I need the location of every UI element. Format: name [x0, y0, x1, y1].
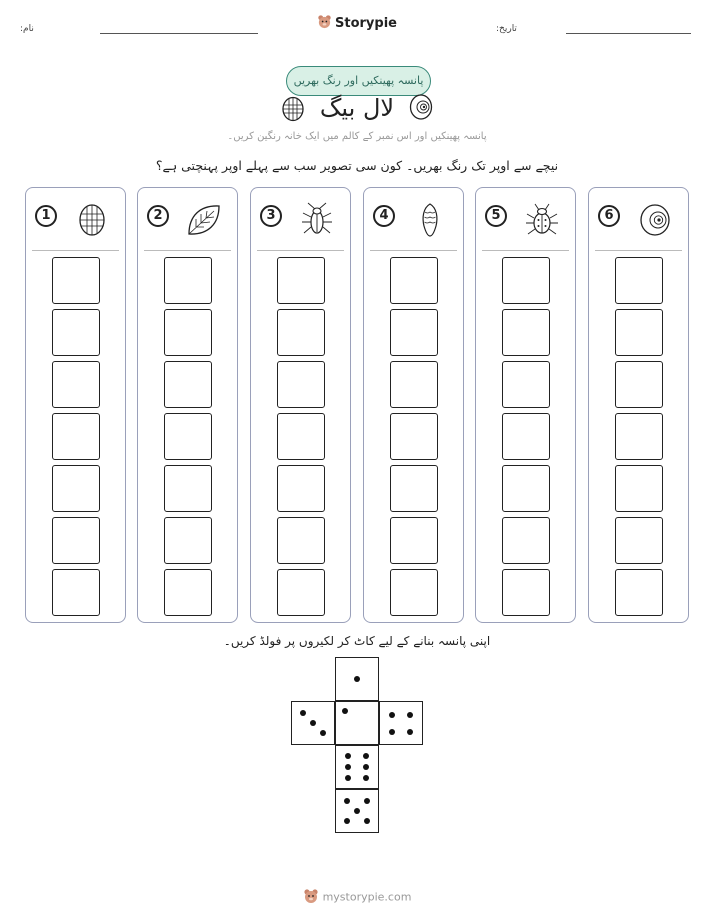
color-box[interactable] [390, 257, 438, 304]
color-box[interactable] [502, 517, 550, 564]
die-pip [345, 753, 351, 759]
color-box[interactable] [502, 569, 550, 616]
color-box[interactable] [390, 517, 438, 564]
cut-fold-instruction: اپنی پانسہ بنانے کے لیے کاٹ کر لکیروں پر فولڈ کریں۔ [223, 634, 491, 648]
date-line [566, 33, 691, 34]
color-box[interactable] [277, 309, 325, 356]
color-box[interactable] [277, 413, 325, 460]
color-box[interactable] [502, 361, 550, 408]
column-5 [475, 187, 576, 623]
footer [0, 888, 714, 907]
color-box[interactable] [615, 465, 663, 512]
bear-mascot-icon [317, 14, 332, 33]
die-pip [364, 798, 370, 804]
die-pip [345, 775, 351, 781]
color-box[interactable] [390, 465, 438, 512]
instruction-roll: پانسہ پھینکیں اور اس نمبر کے کالم میں ایک خانہ رنگین کریں۔ [227, 131, 487, 142]
color-box[interactable] [164, 257, 212, 304]
die-pip [407, 712, 413, 718]
die-pip [342, 708, 348, 714]
column-1 [25, 187, 126, 623]
color-box[interactable] [52, 413, 100, 460]
die-pip [354, 808, 360, 814]
die-face-4 [379, 701, 423, 745]
column-divider [257, 250, 344, 251]
leaf-icon [186, 202, 222, 238]
color-box[interactable] [277, 257, 325, 304]
color-box[interactable] [164, 361, 212, 408]
color-box[interactable] [502, 413, 550, 460]
page-title: لال بیگ [319, 94, 395, 122]
die-face-6 [335, 745, 379, 789]
instruction-color: نیچے سے اوپر تک رنگ بھریں۔ کون سی تصویر سب سے پہلے اوپر پہنچتی ہے؟ [155, 158, 559, 173]
brand-name: Storypie [335, 16, 397, 31]
die-face-1-center [335, 701, 379, 745]
column-divider [144, 250, 231, 251]
column-6 [588, 187, 689, 623]
snail-shell-icon [408, 93, 434, 125]
column-divider [32, 250, 119, 251]
color-box[interactable] [277, 361, 325, 408]
snail-shell-icon [637, 202, 673, 238]
cockroach-icon [299, 202, 335, 238]
pupa-icon [412, 202, 448, 238]
die-pip [363, 764, 369, 770]
footer-site[interactable]: mystorypie.com [322, 890, 412, 904]
column-number: 4 [373, 205, 395, 227]
column-divider [595, 250, 682, 251]
name-label: نام: [20, 24, 34, 34]
die-pip [345, 764, 351, 770]
die-pip [354, 676, 360, 682]
column-divider [482, 250, 569, 251]
die-pip [310, 720, 316, 726]
column-divider [370, 250, 457, 251]
column-3 [250, 187, 351, 623]
column-number: 3 [260, 205, 282, 227]
die-pip [344, 798, 350, 804]
column-number: 5 [485, 205, 507, 227]
color-box[interactable] [615, 413, 663, 460]
color-box[interactable] [52, 465, 100, 512]
die-pip [344, 818, 350, 824]
die-face-5 [335, 789, 379, 833]
die-face-3 [291, 701, 335, 745]
egg-icon [74, 202, 110, 238]
color-box[interactable] [390, 361, 438, 408]
date-label: تاریخ: [496, 24, 517, 34]
color-box[interactable] [52, 257, 100, 304]
color-box[interactable] [52, 517, 100, 564]
die-pip [363, 753, 369, 759]
color-box[interactable] [52, 309, 100, 356]
color-box[interactable] [502, 465, 550, 512]
name-line [100, 33, 258, 34]
color-box[interactable] [164, 465, 212, 512]
color-box[interactable] [52, 361, 100, 408]
die-pip [389, 729, 395, 735]
bear-mascot-icon [303, 888, 319, 907]
color-box[interactable] [615, 257, 663, 304]
color-box[interactable] [615, 569, 663, 616]
color-box[interactable] [277, 569, 325, 616]
die-pip [363, 775, 369, 781]
activity-pill: پانسہ پھینکیں اور رنگ بھریں [286, 66, 431, 96]
color-box[interactable] [615, 361, 663, 408]
column-number: 6 [598, 205, 620, 227]
die-face-1 [335, 657, 379, 701]
color-box[interactable] [390, 309, 438, 356]
column-2 [137, 187, 238, 623]
color-box[interactable] [164, 517, 212, 564]
color-box[interactable] [502, 309, 550, 356]
column-number: 2 [147, 205, 169, 227]
beetle-icon [524, 202, 560, 238]
color-box[interactable] [615, 309, 663, 356]
die-pip [407, 729, 413, 735]
color-box[interactable] [164, 569, 212, 616]
color-box[interactable] [615, 517, 663, 564]
color-box[interactable] [164, 309, 212, 356]
brand-logo [0, 14, 714, 33]
die-pip [389, 712, 395, 718]
column-number: 1 [35, 205, 57, 227]
color-box[interactable] [390, 413, 438, 460]
die-pip [364, 818, 370, 824]
color-box[interactable] [52, 569, 100, 616]
color-box[interactable] [164, 413, 212, 460]
die-pip [300, 710, 306, 716]
column-4 [363, 187, 464, 623]
color-box[interactable] [502, 257, 550, 304]
die-pip [320, 730, 326, 736]
color-box[interactable] [390, 569, 438, 616]
color-box[interactable] [277, 517, 325, 564]
color-box[interactable] [277, 465, 325, 512]
